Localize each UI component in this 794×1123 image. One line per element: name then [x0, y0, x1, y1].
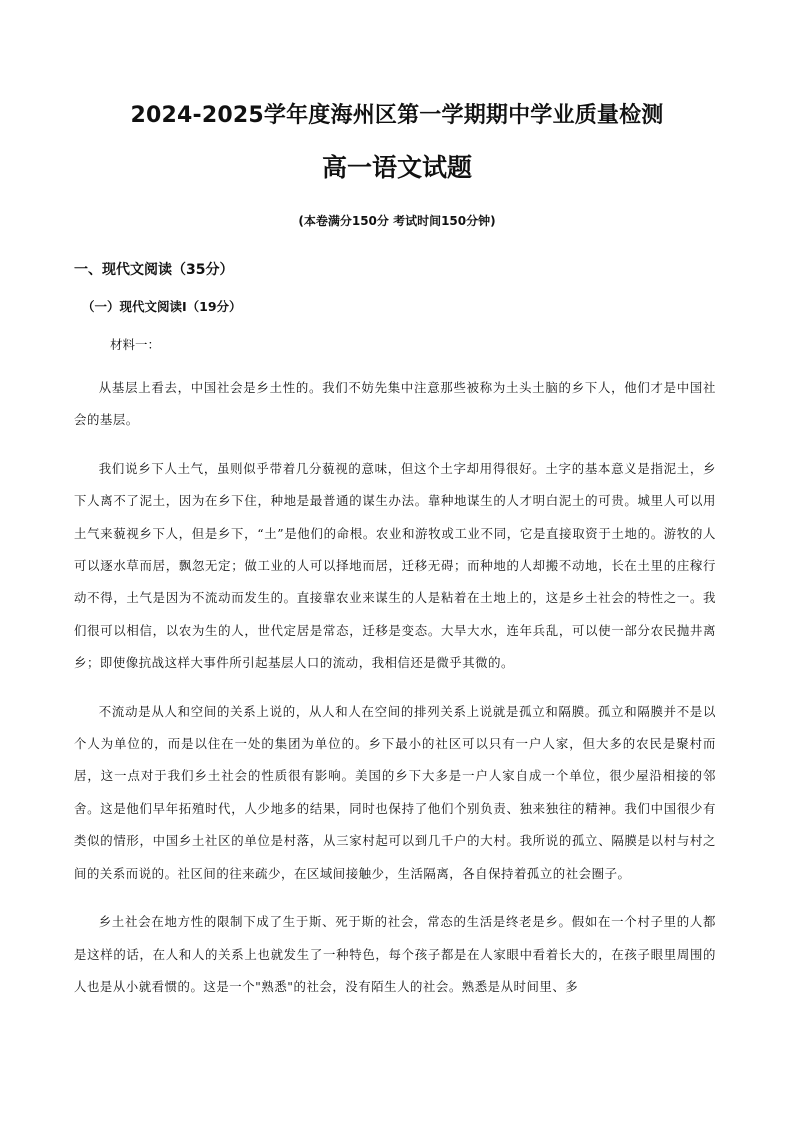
article-body [74, 372, 716, 1019]
subsection-heading: （一）现代文阅读I（19分） [82, 299, 242, 314]
material-label: 材料一： [110, 337, 161, 352]
section-heading: 一、现代文阅读（35分） [74, 262, 234, 278]
paragraph-3: 不流动是从人和空间的关系上说的，从人和人在空间的排列关系上说就是孤立和隔膜。孤立和隔膜并不是以个人为单位的，而是以住在一处的集团为单位的。乡下最小的社区可以只有一户人家，但大多的农民是聚村而居，这一点对于我们乡土社会的性质很有影响。美国的乡下大多是一户人家自成一个单位，很少屋沿相接的邻舍。这是他们早年拓殖时代，人少地多的结果，同时也保持了他们个别负责、独来独往的精神。我们中国很少有类似的情形，中国乡土社区的单位是村落，从三家村起可以到几千户的大村。我所说的孤立、隔膜是以村与村之间的关系而说的。社区间的往来疏少，在区域间接触少，生活隔离，各自保持着孤立的社会圈子。 [74, 703, 716, 881]
paragraph-1: 从基层上看去，中国社会是乡土性的。我们不妨先集中注意那些被称为土头土脑的乡下人，他们才是中国社会的基层。 [74, 380, 716, 428]
paragraph-2: 我们说乡下人土气，虽则似乎带着几分藐视的意味，但这个土字却用得很好。土字的基本意义是指泥土，乡下人离不了泥土，因为在乡下住，种地是最普通的谋生办法。靠种地谋生的人才明白泥土的可贵。城里人可以用土气来藐视乡下人，但是乡下，“土”是他们的命根。农业和游牧或工业不同，它是直接取资于土地的。游牧的人可以逐水草而居，飘忽无定；做工业的人可以择地而居，迁移无碍；而种地的人却搬不动地，长在土里的庄稼行动不得，土气是因为不流动而发生的。直接靠农业来谋生的人是粘着在土地上的，这是乡土社会的特性之一。我们很可以相信，以农为生的人，世代定居是常态，迁移是变态。大旱大水，连年兵乱，可以使一部分农民抛井离乡；即使像抗战这样大事件所引起基层人口的流动，我相信还是微乎其微的。 [74, 460, 716, 671]
paragraph-4: 乡土社会在地方性的限制下成了生于斯、死于斯的社会，常态的生活是终老是乡。假如在一个村子里的人都是这样的话，在人和人的关系上也就发生了一种特色，每个孩子都是在人家眼中看着长大的，在孩子眼里周围的人也是从小就看惯的。这是一个"熟悉"的社会，没有陌生人的社会。熟悉是从时间里、多 [74, 914, 716, 994]
exam-title: 2024-2025学年度海州区第一学期期中学业质量检测 [130, 103, 664, 128]
exam-note: (本卷满分150分 考试时间150分钟) [298, 214, 496, 228]
exam-subtitle: 高一语文试题 [321, 153, 472, 182]
